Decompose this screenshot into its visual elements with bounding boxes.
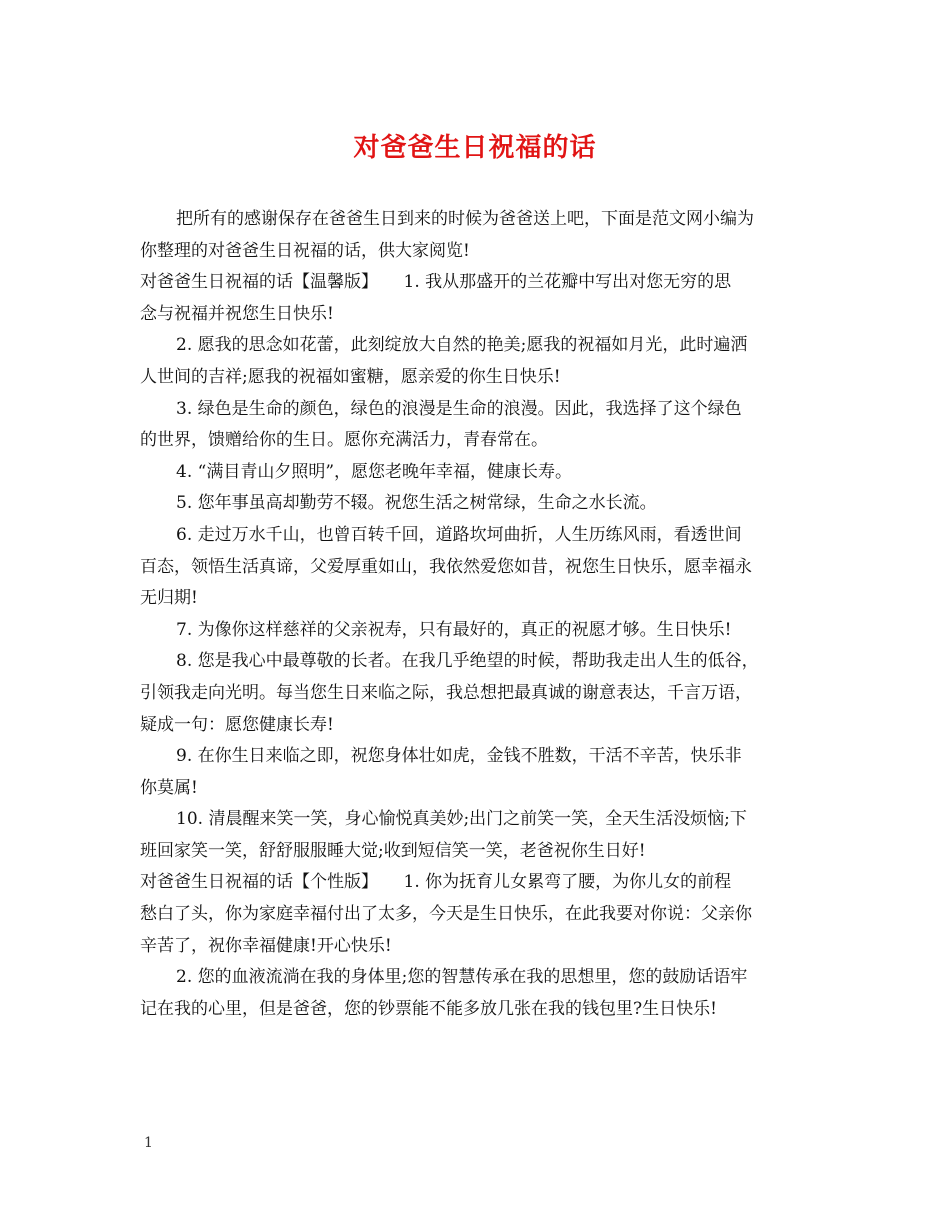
paragraph-line: 百态，领悟生活真谛，父爱厚重如山，我依然爱您如昔，祝您生日快乐，愿幸福永: [140, 556, 752, 577]
paragraph-line: 9. 在你生日来临之即，祝您身体壮如虎，金钱不胜数，干活不辛苦，快乐非: [176, 746, 742, 767]
paragraph-line: 愁白了头，你为家庭幸福付出了太多，今天是生日快乐，在此我要对你说：父亲你: [140, 904, 752, 925]
paragraph-line: 班回家笑一笑，舒舒服服睡大觉;收到短信笑一笑，老爸祝你生日好!: [140, 840, 646, 861]
paragraph-line: 引领我走向光明。每当您生日来临之际，我总想把最真诚的谢意表达，千言万语，: [140, 682, 752, 703]
paragraph-line: 3. 绿色是生命的颜色，绿色的浪漫是生命的浪漫。因此，我选择了这个绿色: [176, 398, 742, 419]
paragraph-line: 念与祝福并祝您生日快乐!: [140, 303, 334, 324]
paragraph-line: 10. 清晨醒来笑一笑，身心愉悦真美妙;出门之前笑一笑，全天生活没烦恼;下: [176, 809, 747, 830]
paragraph-line: 无归期!: [140, 588, 198, 609]
page-number: 1: [144, 1135, 153, 1151]
paragraph-line: 2. 您的血液流淌在我的身体里;您的智慧传承在我的思想里，您的鼓励话语牢: [176, 967, 748, 988]
paragraph-line: 把所有的感谢保存在爸爸生日到来的时候为爸爸送上吧，下面是范文网小编为: [176, 209, 754, 229]
paragraph-line: 5. 您年事虽高却勤劳不辍。祝您生活之树常绿，生命之水长流。: [176, 493, 657, 514]
section-heading-line: 对爸爸生日祝福的话【个性版】 1. 你为抚育儿女累弯了腰，为你儿女的前程: [140, 872, 732, 893]
paragraph-line: 你整理的对爸爸生日祝福的话，供大家阅览!: [140, 240, 470, 261]
document-body: [140, 204, 822, 1025]
paragraph-line: 6. 走过万水千山，也曾百转千回，道路坎坷曲折，人生历练风雨，看透世间: [176, 524, 742, 545]
paragraph-line: 疑成一句：愿您健康长寿!: [140, 714, 334, 735]
paragraph-line: 记在我的心里，但是爸爸，您的钞票能不能多放几张在我的钱包里?生日快乐!: [140, 998, 717, 1019]
document-title: 对爸爸生日祝福的话: [353, 133, 597, 163]
paragraph-line: 的世界，馈赠给你的生日。愿你充满活力，青春常在。: [140, 430, 548, 451]
paragraph-line: 4. “满目青山夕照明”，愿您老晚年幸福，健康长寿。: [176, 461, 573, 482]
paragraph-line: 7. 为像你这样慈祥的父亲祝寿，只有最好的，真正的祝愿才够。生日快乐!: [176, 619, 732, 640]
section-heading-line: 对爸爸生日祝福的话【温馨版】 1. 我从那盛开的兰花瓣中写出对您无穷的思: [140, 272, 732, 293]
paragraph-line: 辛苦了，祝你幸福健康!开心快乐!: [140, 935, 392, 956]
paragraph-line: 你莫属!: [140, 777, 198, 798]
paragraph-line: 2. 愿我的思念如花蕾，此刻绽放大自然的艳美;愿我的祝福如月光，此时遍洒: [176, 335, 748, 356]
paragraph-line: 8. 您是我心中最尊敬的长者。在我几乎绝望的时候，帮助我走出人生的低谷，: [176, 651, 759, 672]
paragraph-line: 人世间的吉祥;愿我的祝福如蜜糖，愿亲爱的你生日快乐!: [140, 366, 561, 387]
